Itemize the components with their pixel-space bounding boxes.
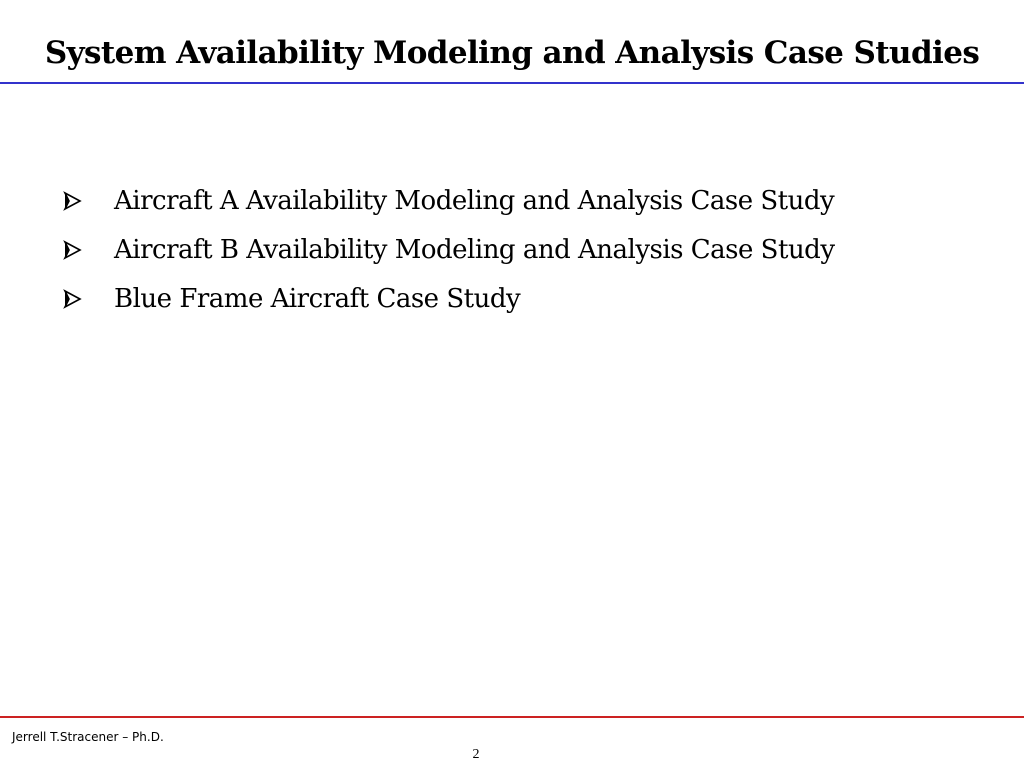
bullet-text: Aircraft A Availability Modeling and Analysis Case Study [114, 185, 835, 216]
footer-author: Jerrell T.Stracener – Ph.D. [12, 730, 164, 744]
bullet-list [62, 176, 992, 323]
page-number: 2 [472, 747, 480, 762]
arrow-bullet-icon [62, 240, 82, 260]
slide-title: System Availability Modeling and Analysis Case Studies [44, 35, 980, 71]
list-item [62, 225, 992, 274]
list-item [62, 176, 992, 225]
arrow-bullet-icon [62, 289, 82, 309]
bullet-text: Aircraft B Availability Modeling and Analysis Case Study [114, 234, 835, 265]
list-item [62, 274, 992, 323]
arrow-bullet-icon [62, 191, 82, 211]
footer-divider [0, 716, 1024, 718]
bullet-text: Blue Frame Aircraft Case Study [114, 283, 521, 314]
title-divider [0, 82, 1024, 84]
